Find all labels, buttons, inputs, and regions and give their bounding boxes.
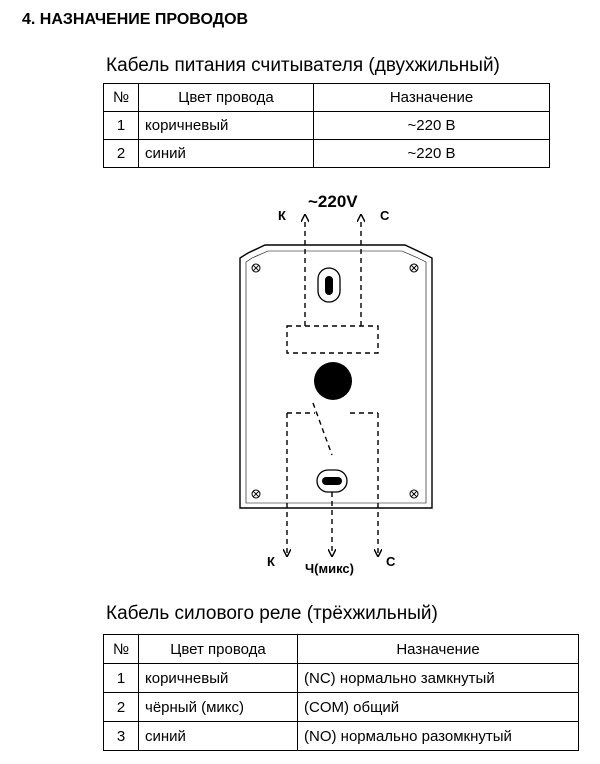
- table-header-row: [104, 635, 579, 664]
- voltage-label: ~220V: [308, 192, 358, 211]
- row-purpose: ~220 В: [314, 112, 550, 140]
- table-row: [104, 693, 579, 722]
- row-color: коричневый: [139, 664, 298, 693]
- screw-icon: [252, 490, 260, 498]
- upper-cable-gland-icon: [318, 268, 340, 302]
- row-number: 2: [104, 693, 139, 722]
- row-number: 1: [104, 664, 139, 693]
- row-color: синий: [139, 722, 298, 751]
- bottom-middle-wire-label: Ч(микс): [305, 561, 354, 576]
- row-purpose: (COM) общий: [298, 693, 579, 722]
- bottom-left-wire-label: К: [267, 554, 275, 569]
- row-color: чёрный (микс): [139, 693, 298, 722]
- table-row: [104, 664, 579, 693]
- top-left-wire-label: К: [278, 208, 286, 223]
- top-right-wire-label: С: [380, 208, 390, 223]
- relay-cable-caption: Кабель силового реле (трёхжильный): [106, 603, 438, 624]
- row-purpose: (NO) нормально разомкнутый: [298, 722, 579, 751]
- row-number: 2: [104, 140, 139, 168]
- screw-icon: [252, 264, 260, 272]
- header-wire-color: Цвет провода: [139, 635, 298, 664]
- lower-cable-gland-icon: [317, 470, 347, 492]
- relay-switch-arm: [313, 403, 332, 455]
- screw-icon: [410, 490, 418, 498]
- row-number: 3: [104, 722, 139, 751]
- power-terminal-box: [287, 326, 378, 353]
- screw-icon: [410, 264, 418, 272]
- section-title: 4. НАЗНАЧЕНИЕ ПРОВОДОВ: [22, 11, 249, 28]
- sensor-icon: [314, 362, 352, 400]
- bottom-right-wire-label: С: [386, 554, 396, 569]
- header-purpose: Назначение: [298, 635, 579, 664]
- table-row: [104, 722, 579, 751]
- row-purpose: ~220 В: [314, 140, 550, 168]
- row-color: синий: [139, 140, 314, 168]
- header-wire-color: Цвет провода: [139, 84, 314, 112]
- header-number: №: [104, 635, 139, 664]
- row-purpose: (NC) нормально замкнутый: [298, 664, 579, 693]
- power-cable-caption: Кабель питания считывателя (двухжильный): [106, 55, 500, 76]
- row-color: коричневый: [139, 112, 314, 140]
- relay-cable-table: [103, 634, 579, 751]
- header-purpose: Назначение: [314, 84, 550, 112]
- header-number: №: [104, 84, 139, 112]
- row-number: 1: [104, 112, 139, 140]
